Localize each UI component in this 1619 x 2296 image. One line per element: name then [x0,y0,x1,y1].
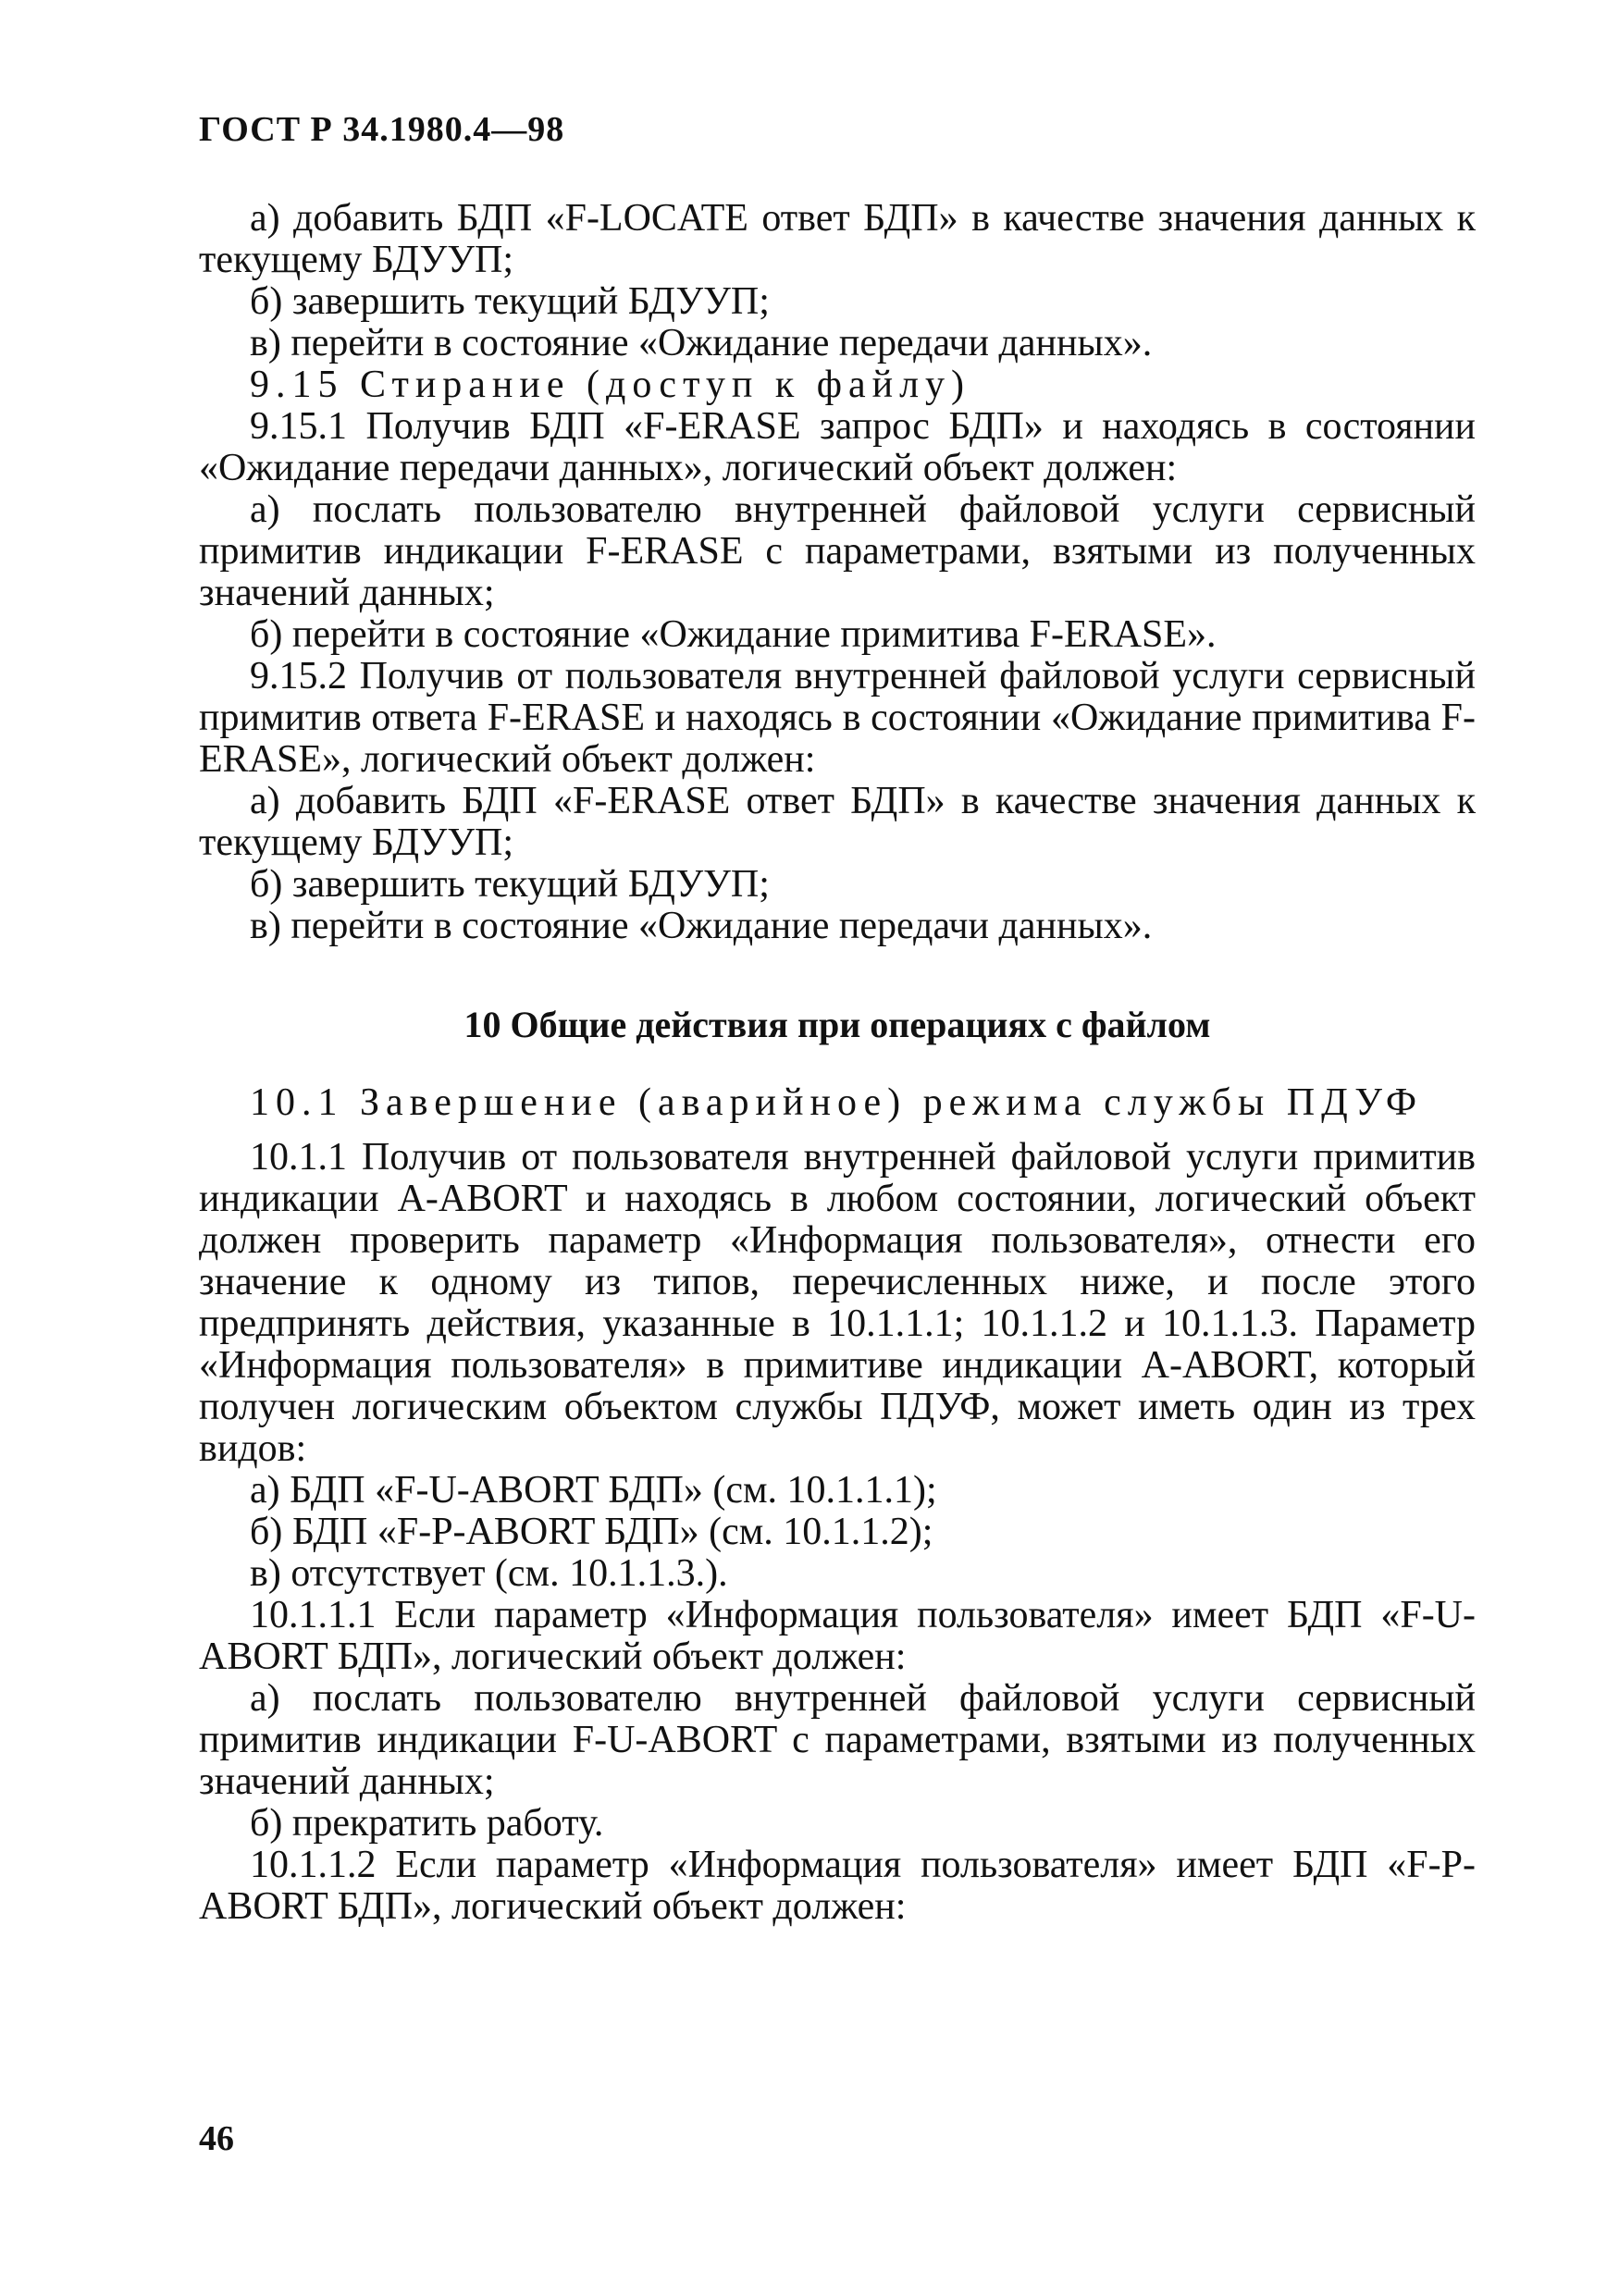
list-item: б) перейти в состояние «Ожидание примитива F-ERASE». [250,612,1217,656]
paragraph: 9.15.1 Получив БДП «F-ERASE запрос БДП» и находясь в состоянии «Ожидание передачи данных», логический объект должен: [199,404,1476,489]
paragraph: 9.15.2 Получив от пользователя внутренней файловой услуги сервисный примитив ответа F-ERASE и находясь в состоянии «Ожидание примитива F-ERASE», логический объект должен: [199,654,1476,781]
list-item: в) отсутствует (см. 10.1.1.3.). [250,1551,728,1595]
paragraph: 10.1.1.2 Если параметр «Информация пользователя» имеет БДП «F-P-ABORT БДП», логический объект должен: [199,1843,1476,1928]
paragraph: 10.1.1 Получив от пользователя внутренней файловой услуги примитив индикации A-ABORT и находясь в любом состоянии, логический объект должен проверить параметр «Информация пользователя», отнести его значение к одному из типов, перечисленных ниже, и после этого предпринять действия, указанные в 10.1.1.1; 10.1.1.2 и 10.1.1.3. Параметр «Информация пользователя» в примитиве индикации A-ABORT, который получен логическим объектом службы ПДУФ, может иметь один из трех видов: [199,1135,1476,1470]
document-header: ГОСТ Р 34.1980.4—98 [199,110,565,149]
list-item: в) перейти в состояние «Ожидание передачи данных». [250,904,1153,947]
list-item: б) прекратить работу. [250,1801,604,1845]
paragraph: 10.1.1.1 Если параметр «Информация пользователя» имеет БДП «F-U-ABORT БДП», логический объект должен: [199,1593,1476,1678]
document-page [199,111,1476,1928]
section-title: 10 Общие действия при операциях с файлом [463,1003,1211,1045]
list-item: а) послать пользователю внутренней файловой услуги сервисный примитив индикации F-ERASE с параметрами, взятыми из полученных значений данных; [199,488,1476,614]
list-item: б) завершить текущий БДУУП; [250,862,770,906]
list-item: б) завершить текущий БДУУП; [250,279,770,323]
list-item: а) добавить БДП «F-LOCATE ответ БДП» в качестве значения данных к текущему БДУУП; [199,196,1476,281]
list-item: б) БДП «F-P-ABORT БДП» (см. 10.1.1.2); [250,1510,933,1553]
page-number: 46 [199,2119,234,2158]
list-item: а) послать пользователю внутренней файловой услуги сервисный примитив индикации F-U-ABORT с параметрами, взятыми из полученных значений данных; [199,1676,1476,1803]
subsection-heading: 10.1 Завершение (аварийное) режима службы ПДУФ [250,1080,1424,1124]
subsection-heading: 9.15 Стирание (доступ к файлу) [250,363,971,406]
list-item: в) перейти в состояние «Ожидание передачи данных». [250,321,1153,364]
list-item: а) добавить БДП «F-ERASE ответ БДП» в качестве значения данных к текущему БДУУП; [199,779,1476,864]
list-item: а) БДП «F-U-ABORT БДП» (см. 10.1.1.1); [250,1468,937,1512]
